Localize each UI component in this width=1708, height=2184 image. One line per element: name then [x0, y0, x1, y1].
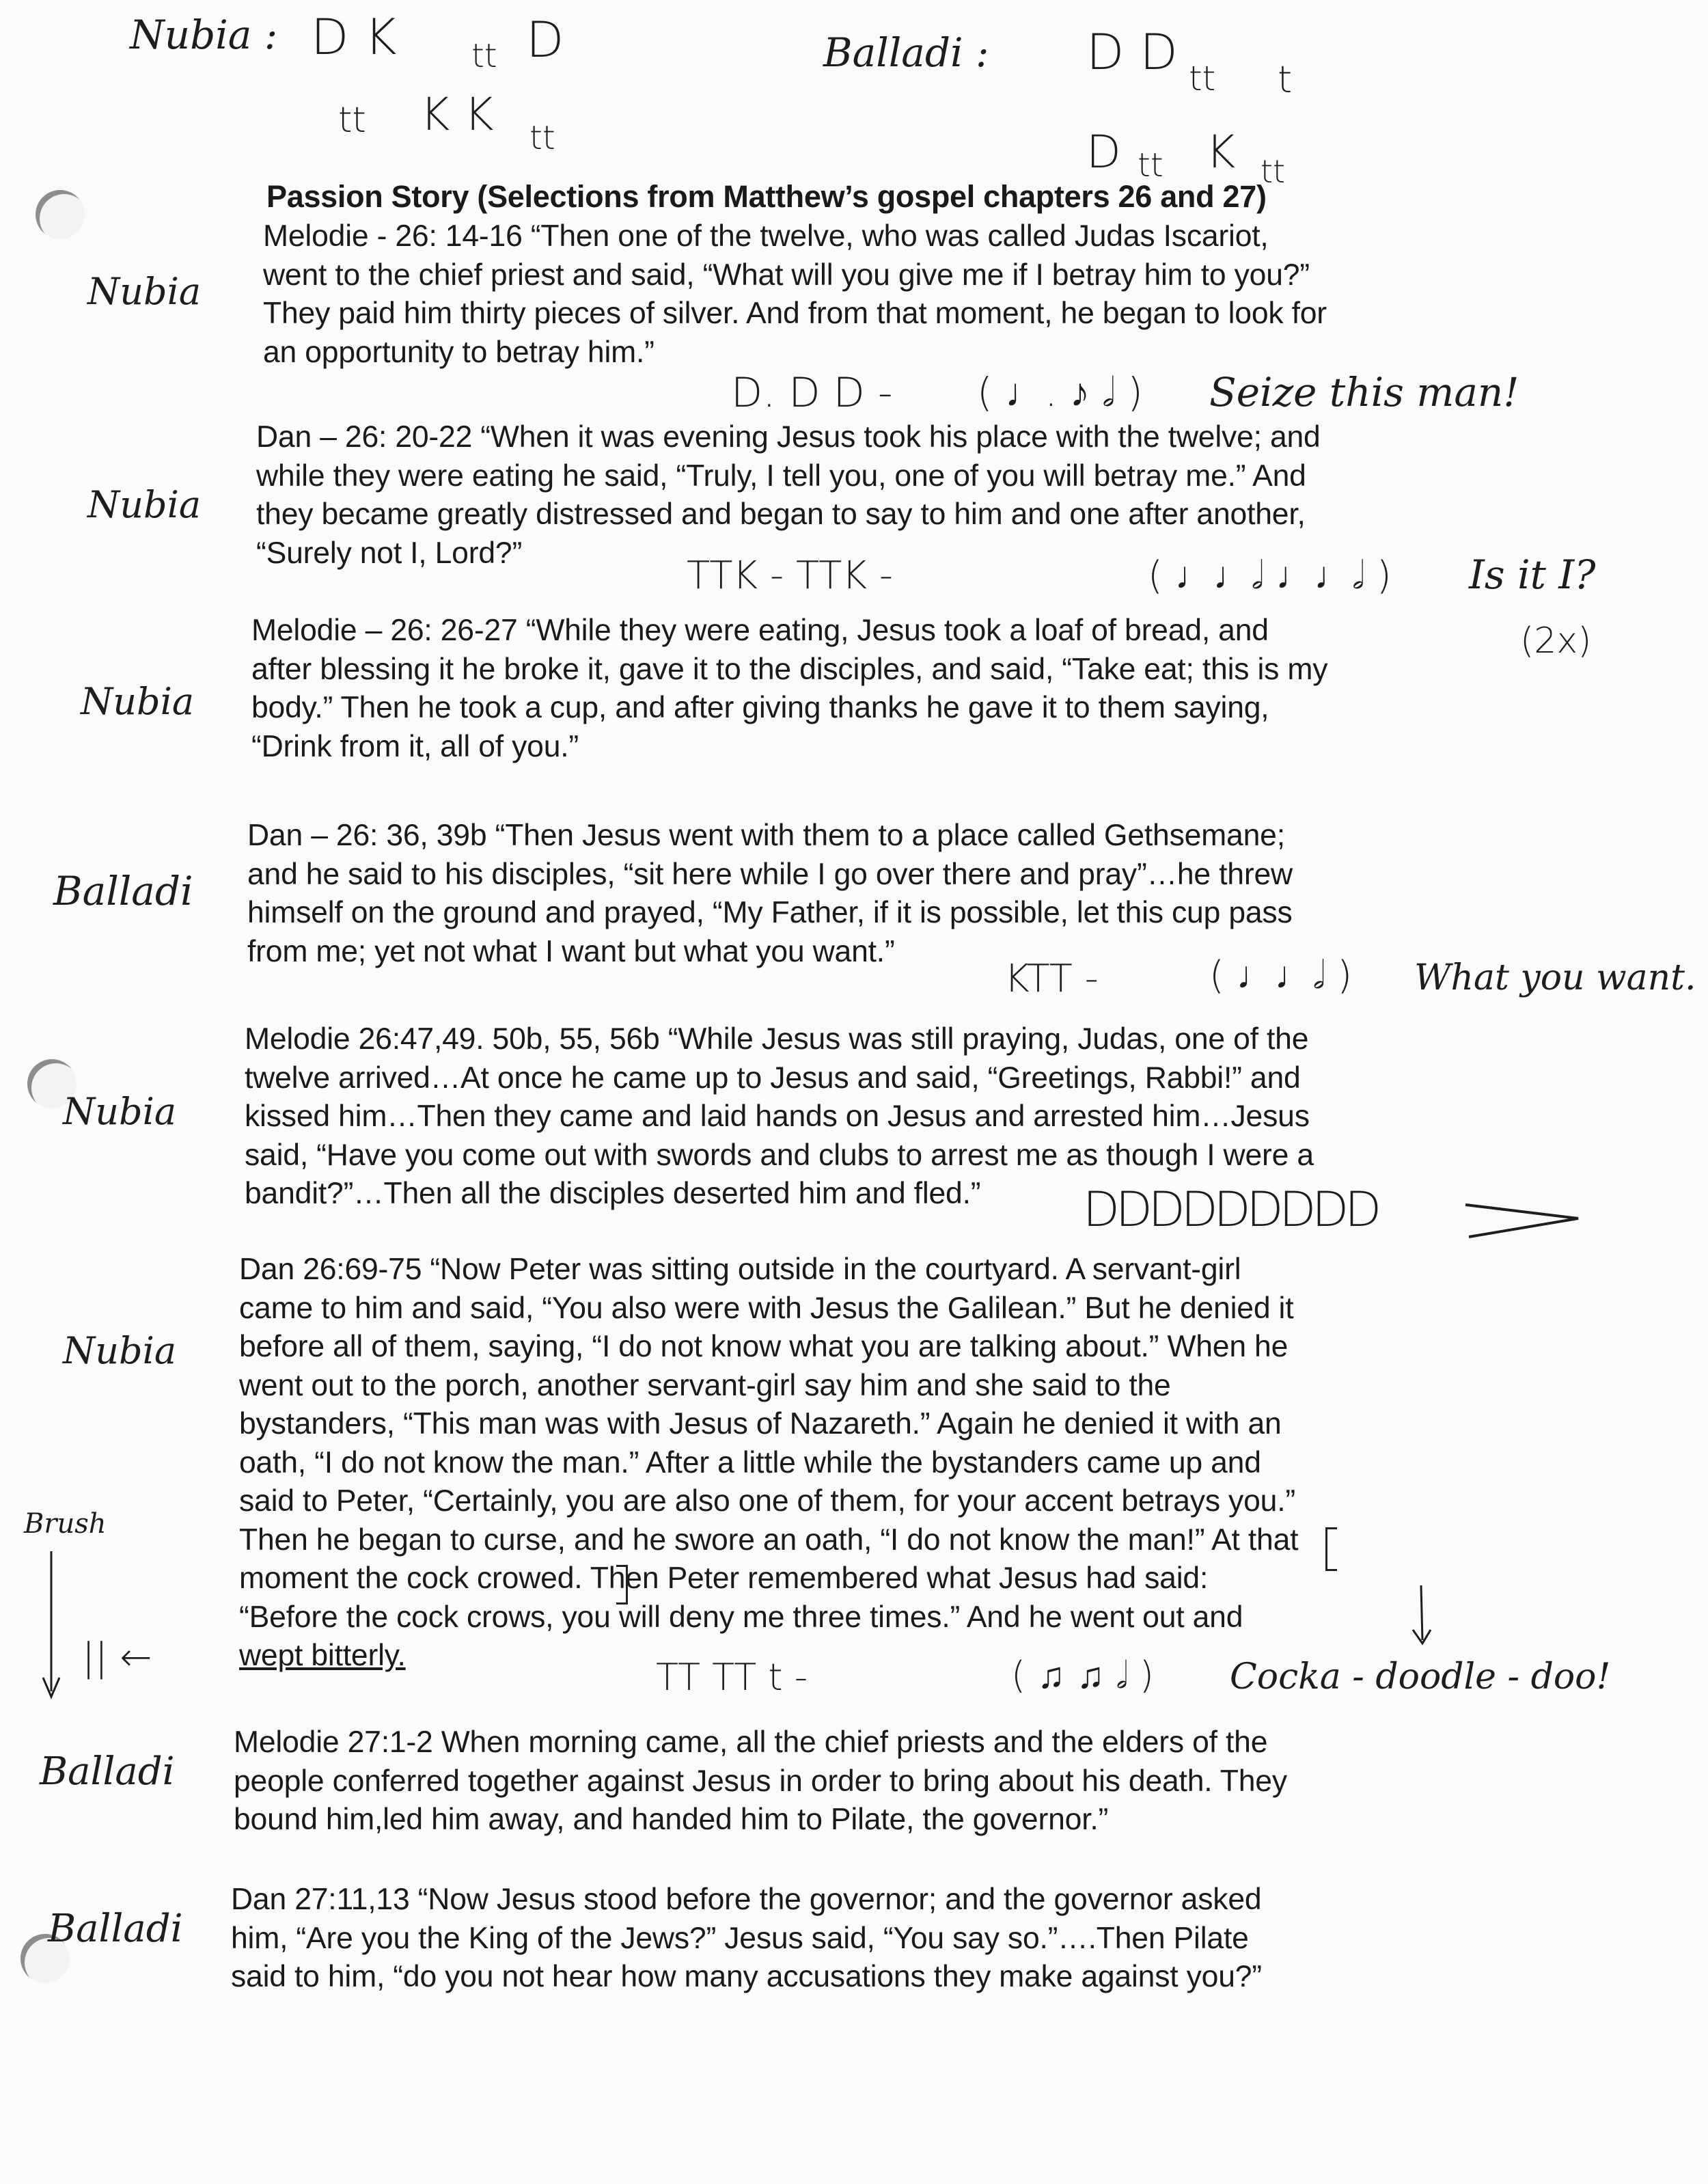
header-balladi-row1-t: t	[1278, 58, 1293, 101]
text-line: and he said to his disciples, “sit here while I go over there and pray”…he threw	[247, 857, 1293, 891]
header-nubia-row2-tt1: tt	[338, 100, 366, 141]
rhythm-notation: ( ♩♩𝅗𝅥 ♩♩𝅗𝅥 )	[1148, 554, 1392, 598]
text-line: after blessing it he broke it, gave it to the disciples, and said, “Take eat; this is my	[251, 652, 1328, 686]
header-balladi-row1: D D	[1086, 23, 1178, 81]
rhythm-label: Balladi	[40, 1749, 175, 1794]
text-line: kissed him…Then they came and laid hands on Jesus and arrested him…Jesus	[245, 1100, 1310, 1133]
text-line: twelve arrived…At once he came up to Jesus and said, “Greetings, Rabbi!” and	[245, 1061, 1301, 1095]
header-balladi-label: Balladi :	[823, 29, 989, 76]
text-line: moment the cock crowed. Then Peter remembered what Jesus had said:	[239, 1561, 1209, 1595]
header-nubia-label: Nubia :	[130, 12, 278, 58]
rhythm-pattern: DDDDDDDDD	[1083, 1182, 1378, 1238]
text-line: Melodie 26:47,49. 50b, 55, 56b “While Jesus was still praying, Judas, one of the	[245, 1022, 1309, 1056]
text-line: said to him, “do you not hear how many accusations they make against you?”	[231, 1960, 1262, 1993]
brush-label: Brush	[24, 1508, 107, 1540]
punch-hole-top	[36, 190, 85, 239]
repeat-count: (2x)	[1520, 620, 1592, 661]
header-balladi-row2-k: K	[1206, 126, 1236, 178]
text-line: They paid him thirty pieces of silver. And from that moment, he began to look for	[263, 297, 1327, 330]
header-balladi-row2-tt1: tt	[1138, 146, 1163, 185]
text-line: body.” Then he took a cup, and after giving thanks he gave it to them saying,	[251, 691, 1269, 724]
text-line: went to the chief priest and said, “What will you give me if I betray him to you?”	[263, 258, 1310, 292]
reading-paragraph	[256, 418, 1321, 573]
reading-paragraph	[234, 1723, 1287, 1840]
text-line: they became greatly distressed and began to say to him and one after another,	[256, 497, 1306, 531]
text-line: while they were eating he said, “Truly, I tell you, one of you will betray me.” And	[256, 459, 1306, 493]
header-nubia-row2: K K	[420, 88, 494, 141]
text-line: Then he began to curse, and he swore an oath, “I do not know the man!” At that	[239, 1523, 1299, 1557]
rhythm-pattern: KTT -	[1004, 957, 1099, 1001]
crescendo-arrow-icon	[1462, 1199, 1585, 1240]
header-balladi-row2-d: D	[1086, 126, 1121, 178]
bracket-close	[616, 1565, 628, 1605]
text-line: bound him,led him away, and handed him to Pilate, the governor.”	[234, 1803, 1109, 1836]
reading-paragraph	[251, 612, 1327, 766]
rhythm-label: Nubia	[87, 270, 202, 313]
text-line: “Before the cock crows, you will deny me three times.” And he went out and	[239, 1600, 1243, 1634]
page-title: Passion Story (Selections from Matthew’s gospel chapters 26 and 27)	[266, 179, 1267, 214]
rhythm-label: Nubia	[81, 680, 195, 723]
text-line: him, “Are you the King of the Jews?” Jesus said, “You say so.”….Then Pilate	[231, 1921, 1249, 1955]
text-line: Dan 26:69-75 “Now Peter was sitting outside in the courtyard. A servant-girl	[239, 1253, 1241, 1286]
text-line-underlined: wept bitterly.	[239, 1639, 406, 1672]
text-line: Dan – 26: 36, 39b “Then Jesus went with them to a place called Gethsemane;	[247, 819, 1285, 852]
rhythm-label: Balladi	[53, 868, 193, 914]
brush-down-arrow-icon	[38, 1548, 65, 1702]
text-line: Melodie – 26: 26-27 “While they were eating, Jesus took a loaf of bread, and	[251, 614, 1269, 647]
text-line: bandit?”…Then all the disciples deserted him and fled.”	[245, 1177, 981, 1210]
text-line: “Drink from it, all of you.”	[251, 729, 579, 763]
text-line: oath, “I do not know the man.” After a little while the bystanders came up and	[239, 1445, 1261, 1479]
header-nubia-row1-tt: tt	[471, 37, 497, 75]
rhythm-phrase: Is it I?	[1469, 551, 1596, 598]
text-line: people conferred together against Jesus in order to bring about his death. They	[234, 1764, 1287, 1798]
reading-paragraph	[263, 217, 1327, 372]
text-line: Melodie - 26: 14-16 “Then one of the twelve, who was called Judas Iscariot,	[263, 219, 1269, 253]
rhythm-phrase: Seize this man!	[1209, 369, 1519, 415]
bracket-open	[1325, 1527, 1337, 1571]
header-nubia-row1-end: D	[526, 11, 564, 68]
reading-paragraph	[239, 1251, 1298, 1676]
down-arrow-icon	[1407, 1582, 1435, 1650]
text-line: Dan 27:11,13 “Now Jesus stood before the governor; and the governor asked	[231, 1883, 1262, 1916]
rhythm-label: Nubia	[63, 1090, 177, 1133]
text-line: himself on the ground and prayed, “My Father, if it is possible, let this cup pass	[247, 896, 1293, 929]
rhythm-notation: ( ♫ ♫ 𝅗𝅥 )	[1011, 1654, 1154, 1697]
text-line: went out to the porch, another servant-girl say him and she said to the	[239, 1368, 1171, 1402]
reading-paragraph	[247, 817, 1293, 971]
text-line: before all of them, saying, “I do not know what you are talking about.” When he	[239, 1330, 1289, 1363]
reading-paragraph	[231, 1881, 1262, 1997]
brush-mark: || ←	[82, 1635, 152, 1680]
rhythm-pattern: D. D D -	[731, 369, 893, 417]
rhythm-phrase: What you want.	[1414, 957, 1696, 998]
rhythm-label: Nubia	[63, 1329, 177, 1372]
text-line: “Surely not I, Lord?”	[256, 536, 523, 570]
text-line: Melodie 27:1-2 When morning came, all the chief priests and the elders of the	[234, 1725, 1268, 1759]
text-line: said to Peter, “Certainly, you are also one of them, for your accent betrays you.”	[239, 1484, 1295, 1518]
rhythm-label: Nubia	[87, 483, 202, 526]
text-line: bystanders, “This man was with Jesus of Nazareth.” Again he denied it with an	[239, 1407, 1282, 1441]
rhythm-notation: ( ♩. ♪ 𝅗𝅥 )	[977, 369, 1143, 415]
header-nubia-row1: D K	[311, 8, 397, 66]
text-line: said, “Have you come out with swords and clubs to arrest me as though I were a	[245, 1138, 1314, 1172]
rhythm-label: Balladi	[48, 1907, 183, 1951]
rhythm-pattern: TTK - TTK -	[687, 554, 894, 598]
text-line: from me; yet not what I want but what you want.”	[247, 934, 895, 968]
rhythm-phrase: Cocka - doodle - doo!	[1230, 1656, 1611, 1697]
text-line: came to him and said, “You also were with Jesus the Galilean.” But he denied it	[239, 1291, 1294, 1325]
header-nubia-row2-tt2: tt	[529, 119, 555, 157]
rhythm-pattern: TT TT t -	[656, 1656, 808, 1699]
text-line: an opportunity to betray him.”	[263, 335, 655, 369]
text-line: Dan – 26: 20-22 “When it was evening Jesus took his place with the twelve; and	[256, 420, 1321, 454]
rhythm-notation: ( ♩♩𝅗𝅥 )	[1209, 953, 1353, 998]
header-balladi-row1-tt: tt	[1189, 59, 1216, 98]
header-balladi-row2-tt2: tt	[1261, 153, 1286, 190]
